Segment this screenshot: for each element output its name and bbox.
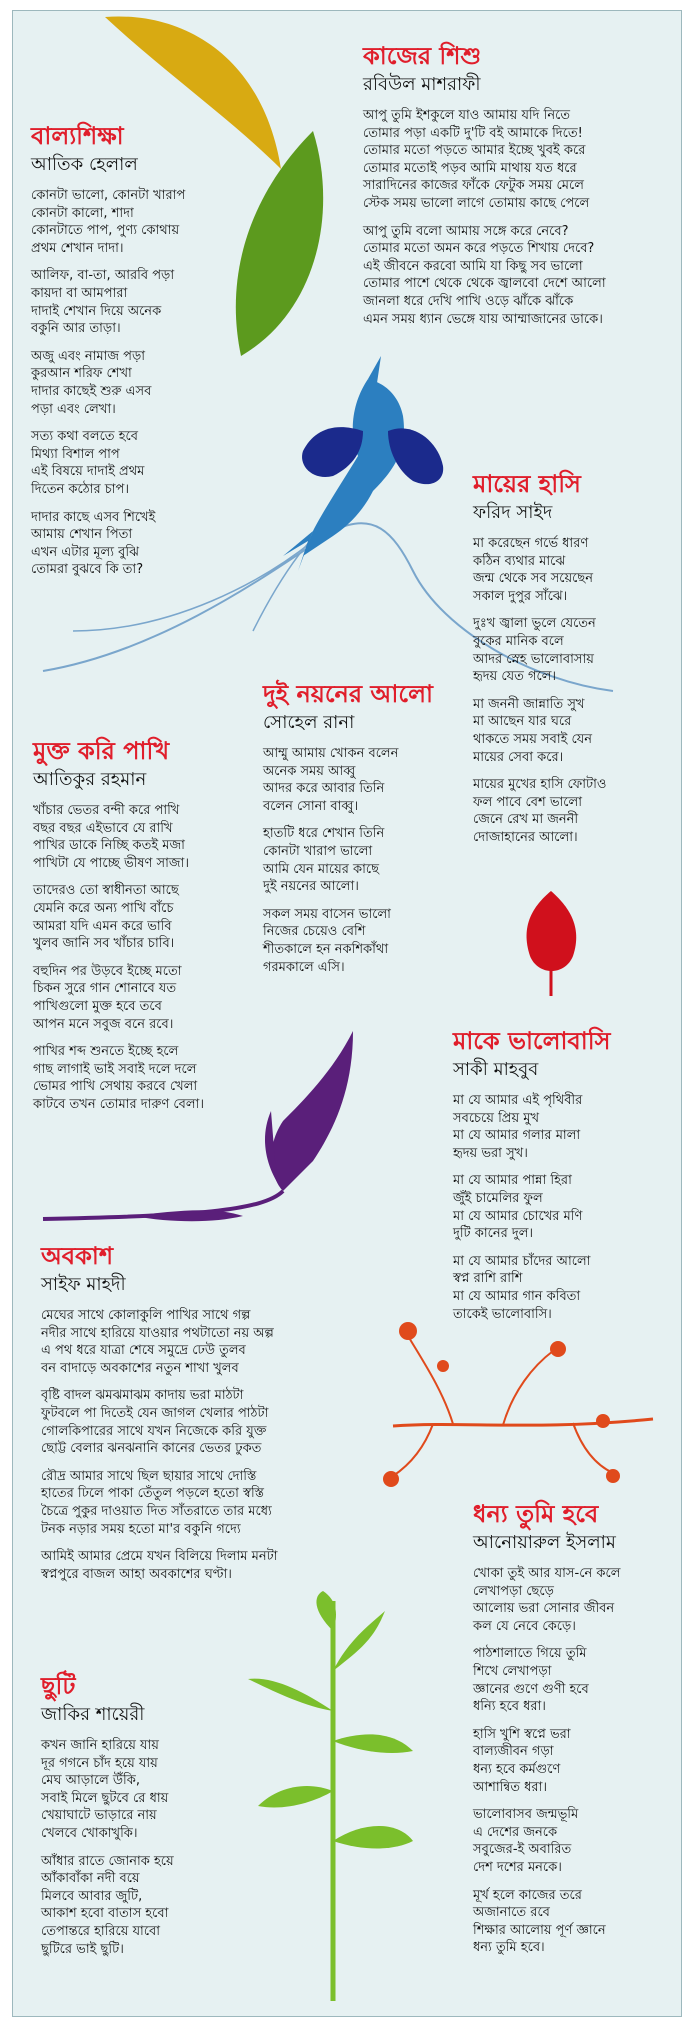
- stanza: আলিফ, বা-তা, আরবি পড়া কায়দা বা আমপারা দাদাই শেখান দিয়ে অনেক বকুনি আর তাড়া।: [31, 268, 175, 337]
- berry-branch-icon: [383, 1322, 653, 1487]
- stanza: বহুদিন পর উড়বে ইচ্ছে মতো চিকন সুরে গান শোনাবে যত পাখিগুলো মুক্ত হবে তবে আপন মনে সবুজ বনে রবে।: [33, 963, 182, 1032]
- stanza: কখন জানি হারিয়ে যায় দূর গগনে চাঁদ হয়ে যায় মেঘ আড়ালে উঁকি, সবাই মিলে ছুটবে রে ধায় খেয়াঘাটে ভাড়ারে নায় খেলবে খোকাখুকি।: [41, 1738, 169, 1841]
- stanza: মা যে আমার চাঁদের আলো স্বপ্ন রাশি রাশি মা যে আমার গান কবিতা তাকেই ভালোবাসি।: [453, 1253, 591, 1322]
- poem-title: বাল্যশিক্ষা: [31, 122, 124, 150]
- stanza: আঁধার রাতে জোনাক হয়ে আঁকাবাঁকা নদী বয়ে মিলবে আবার জুটি, আকাশ হবো বাতাস হবো তেপান্তরে হারিয়ে যাবো ছুটিরে ভাই ছুটি।: [41, 1853, 174, 1957]
- stanza: আপু তুমি বলো আমায় সঙ্গে করে নেবে? তোমার মতো অমন করে পড়তে শিখায় দেবে? এই জীবনে করবো আমি যা কিছু সব ভালো তোমার পাশে থেকে থেকে জ্বালবো দেশে আলো জানলা ধরে দেখি পাখি ওড়ে ঝাঁকে ঝাঁকে এমন সময় ধ্যান ভেঙ্গে যায় আম্মাজানের ডাকে।: [363, 223, 606, 327]
- poem-title: ছুটি: [41, 1672, 76, 1700]
- stanza: তাদেরও তো স্বাধীনতা আছে যেমনি করে অন্য পাখি বাঁচে আমরা যদি এমন করে ভাবি খুলব জানি সব খাঁচার চাবি।: [33, 883, 179, 952]
- stanza: মেঘের সাথে কোলাকুলি পাখির সাথে গল্প নদীর সাথে হারিয়ে যাওয়ার পথটাতো নয় অল্প এ পথ ধরে যাত্রা শেষে সমুদ্রে ঢেউ তুলব বন বাদাড়ে অবকাশের নতুন শাখা খুলব: [41, 1308, 274, 1376]
- poet-name: সাকী মাহবুব: [453, 1059, 539, 1080]
- poet-name: জাকির শায়েরী: [41, 1704, 145, 1725]
- stanza: খোকা তুই আর যাস-নে কলে লেখাপড়া ছেড়ে আলোয় ভরা সোনার জীবন কল যে নেবে কেড়ে।: [473, 1566, 621, 1634]
- poet-name: রবিউল মাশরাফী: [363, 74, 481, 95]
- stanza: হাসি খুশি স্বপ্নে ভরা বাল্যজীবন গড়া ধন্য হবে কর্মগুণে আশান্বিত ধরা।: [473, 1726, 571, 1795]
- poet-name: আনোয়ারুল ইসলাম: [473, 1532, 616, 1553]
- poem-title: মাকে ভালোবাসি: [453, 1027, 611, 1055]
- stanza: কোনটা ভালো, কোনটা খারাপ কোনটা কালো, শাদা কোনটাতে পাপ, পুণ্য কোথায় প্রথম শেখান দাদা।: [31, 188, 186, 256]
- stanza: মা করেছেন গর্ভে ধারণ কঠিন ব্যথার মাঝে জন্ম থেকে সব সয়েছেন সকাল দুপুর সাঁঝে।: [473, 536, 594, 604]
- poem-title: মুক্ত করি পাখি: [33, 737, 170, 765]
- poem-kajer-shishu: [363, 41, 673, 338]
- bird-icon: [283, 356, 443, 571]
- stanza: অজু এবং নামাজ পড়া কুরআন শরিফ শেখা দাদার কাছেই শুরু এসব পড়া এবং লেখা।: [31, 348, 152, 417]
- red-leaf-icon: [527, 891, 577, 996]
- poet-name: আতিক হেলাল: [31, 154, 138, 175]
- stanza: পাখির শব্দ শুনতে ইচ্ছে হলে গাছ লাগাই ভাই সবাই দলে দলে ভোমর পাখি সেথায় করবে খেলা কাটবে তখন তোমার দারুণ বেলা।: [33, 1044, 204, 1112]
- poet-name: সোহেল রানা: [263, 712, 355, 733]
- poem-title: মায়ের হাসি: [473, 470, 581, 498]
- stanza: সত্য কথা বলতে হবে মিথ্যা বিশাল পাপ এই বিষয়ে দাদাই প্রথম দিতেন কঠোর চাপ।: [31, 429, 145, 497]
- stanza: মূর্খ হলে কাজের তরে অজানাতে রবে শিক্ষার আলোয় পূর্ণ জ্ঞানে ধন্য তুমি হবে।: [473, 1887, 606, 1956]
- poet-name: আতিকুর রহমান: [33, 769, 147, 790]
- poem-title: দুই নয়নের আলো: [263, 680, 433, 708]
- poem-balyashiksha: [31, 121, 191, 589]
- stanza: আম্মু আমায় খোকন বলেন অনেক সময় আব্বু আদর করে আবার তিনি বলেন সোনা বাব্বু।: [263, 746, 399, 814]
- stanza: মা যে আমার পান্না হিরা জুঁই চামেলির ফুল মা যে আমার চোখের মণি দুটি কানের দুল।: [453, 1173, 583, 1242]
- stanza: সকল সময় বাসেন ভালো নিজের চেয়েও বেশি শীতকালে হন নকশিকাঁথা গরমকালে এসি।: [263, 906, 391, 975]
- poem-title: ধন্য তুমি হবে: [473, 1500, 599, 1528]
- stanza: আপু তুমি ইশকুলে যাও আমায় যদি নিতে তোমার পড়া একটি দু'টি বই আমাকে দিতে! তোমার মতো পড়তে আমার ইচ্ছে খুবই করে তোমার মতোই পড়ব আমি মাথায় যত ধরে সারাদিনের কাজের ফাঁকে ফেটুক সময় মেলে স্টেক সময় ভালো লাগে তোমায় কাছে পেলে: [363, 108, 590, 211]
- poem-dui-noyoner-alo: [263, 679, 473, 986]
- poem-dhonno-tumi-hobe: [473, 1499, 673, 1967]
- stanza: খাঁচার ভেতর বন্দী করে পাখি বছর বছর এইভাবে যে রাখি পাখির ডাকে নিচ্ছি কতই মজা পাখিটা যে পাচ্ছে ভীষণ সাজা।: [33, 803, 189, 871]
- poem-mukto-kori-pakhi: [33, 736, 263, 1124]
- stanza: আমিই আমার প্রেমে যখন বিলিয়ে দিলাম মনটা স্বপ্নপুরে বাজল আহা অবকাশের ঘণ্টা।: [41, 1549, 278, 1582]
- poem-chuti: [41, 1671, 261, 1968]
- poem-obokash: [41, 1241, 351, 1593]
- poem-title: কাজের শিশু: [363, 42, 482, 70]
- poem-mayer-hasi: [473, 469, 673, 857]
- poet-name: ফরিদ সাইদ: [473, 502, 553, 523]
- poem-title: অবকাশ: [41, 1242, 114, 1270]
- stanza: বৃষ্টি বাদল ঝমঝমাঝম কাদায় ভরা মাঠটা ফুটবলে পা দিতেই যেন জাগল খেলার পাঠটা গোলকিপারের সাথে যখন নিজেকে করি যুক্ত ছোট্ট বেলার ঝনঝনানি কানের ভেতর ঢুকত: [41, 1388, 269, 1457]
- magazine-page: [12, 10, 682, 2017]
- stanza: মা জননী জান্নাতি সুখ মা আছেন যার ঘরে থাকতে সময় সবাই যেন মায়ের সেবা করে।: [473, 696, 593, 765]
- stanza: ভালোবাসব জন্মভূমি এ দেশের জনকে সবুজের-ই অবারিত দেশ দশের মনকে।: [473, 1807, 579, 1875]
- green-sprout-icon: [248, 1591, 413, 2001]
- stanza: মায়ের মুখের হাসি ফোটাও ফল পাবে বেশ ভালো জেনে রেখ মা জননী দোজাহানের আলো।: [473, 777, 607, 845]
- stanza: মা যে আমার এই পৃথিবীর সবচেয়ে প্রিয় মুখ মা যে আমার গলার মালা হৃদয় ভরা সুখ।: [453, 1093, 583, 1161]
- stanza: দুঃখ জ্বালা ভুলে যেতেন বুকের মানিক বলে আদর স্নেহ ভালোবাসায় হৃদয় যেত গলে।: [473, 616, 596, 685]
- poet-name: সাইফ মাহদী: [41, 1274, 126, 1295]
- stanza: পাঠশালাতে গিয়ে তুমি শিখে লেখাপড়া জ্ঞানের গুণে গুণী হবে ধন্যি হবে ধরা।: [473, 1646, 589, 1715]
- stanza: রৌদ্র আমার সাথে ছিল ছায়ার সাথে দোস্তি হাতের ঢিলে পাকা তেঁতুল পড়লে হতো স্বস্তি চৈত্রে পুকুর দাওয়াত দিত সাঁতরাতে তার মধ্যে টনক নড়ার সময় হতো মা'র বকুনি গদ্যে: [41, 1468, 272, 1537]
- stanza: হাতটি ধরে শেখান তিনি কোনটা খারাপ ভালো আমি যেন মায়ের কাছে দুই নয়নের আলো।: [263, 826, 385, 895]
- poem-make-bhalobashi: [453, 1026, 673, 1333]
- stanza: দাদার কাছে এসব শিখেই আমায় শেখান পিতা এখন এটার মূল্য বুঝি তোমরা বুঝবে কি তা?: [31, 509, 156, 578]
